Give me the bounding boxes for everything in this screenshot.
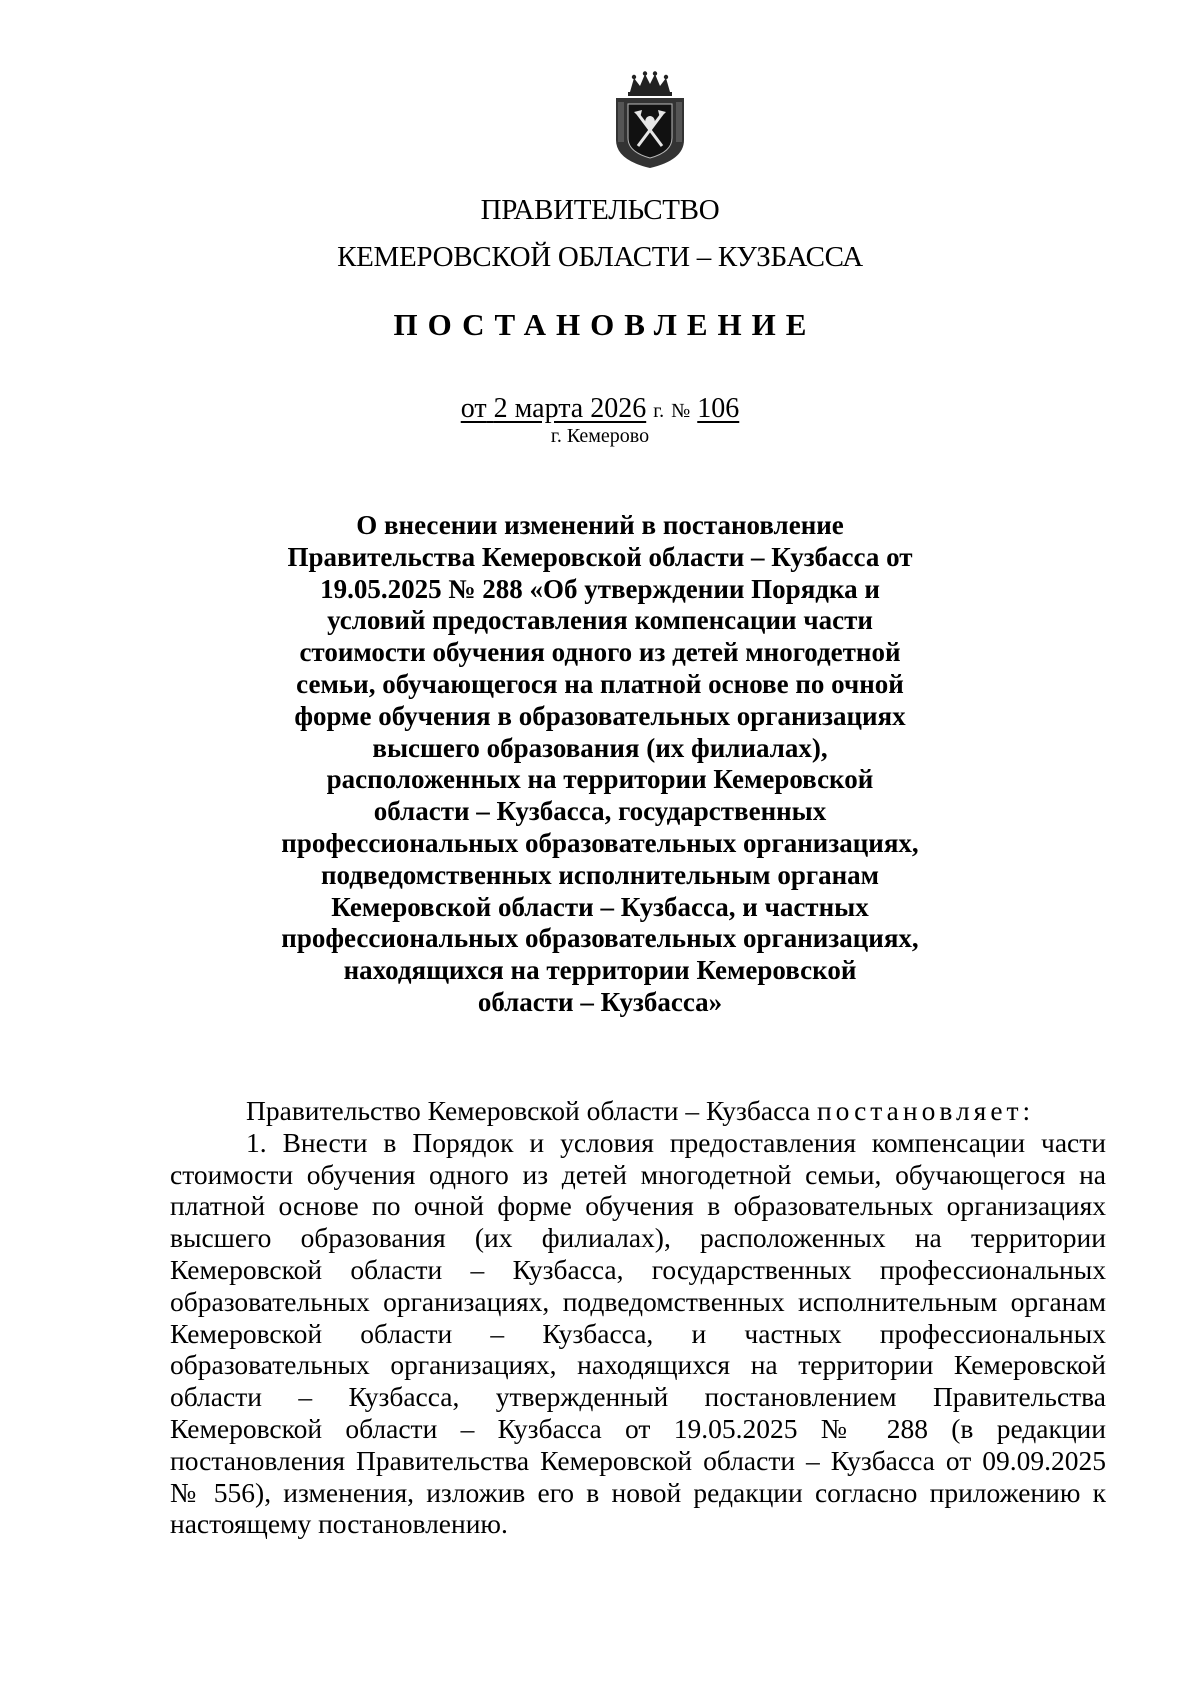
title-line: условий предоставления компенсации части: [327, 605, 873, 636]
document-number: 106: [697, 393, 740, 424]
document-date: 2 марта 2026: [493, 393, 647, 424]
title-line: стоимости обучения одного из детей многодетной: [299, 637, 901, 668]
title-line: О внесении изменений в постановление: [356, 510, 844, 540]
organization-name-line-1: ПРАВИТЕЛЬСТВО: [480, 194, 720, 226]
title-line: форме обучения в образовательных организациях: [294, 700, 906, 731]
title-line: области – Кузбасса, государственных: [373, 796, 827, 827]
title-line: подведомственных исполнительным органам: [320, 859, 880, 890]
paragraph-1: 1. Внести в Порядок и условия предоставления компенсации части стоимости обучения одного из детей многодетной семьи, обучающегося на платной основе по очной форме обучения в образовательных организациях высшего образования (их филиалах), расположенных на территории Кемеровской области – Кузбасса, государственных профессиональных образовательных организациях, подведомственных исполнительным органам Кемеровской области – Кузбасса, и частных профессиональных образовательных организациях, находящихся на территории Кемеровской области – Кузбасса, утвержденный постановлением Правительства Кемеровской области – Кузбасса от 19.05.2025 № 288 (в редакции постановления Правительства Кемеровской области – Кузбасса от 09.09.2025 № 556), изменения, изложив его в новой редакции согласно приложению к настоящему постановлению.: [170, 1126, 1106, 1540]
title-line: семьи, обучающегося на платной основе по очной: [296, 668, 904, 699]
title-line: Правительства Кемеровской области – Кузбасса от: [287, 541, 913, 572]
enacting-clause: [170, 1095, 1106, 1127]
title-line: области – Кузбасса»: [477, 986, 723, 1017]
title-line: профессиональных образовательных организациях,: [281, 923, 919, 954]
title-line: профессиональных образовательных организациях,: [281, 827, 919, 858]
document-type-heading: ПОСТАНОВЛЕНИЕ: [393, 307, 817, 342]
enacting-clause-keyword: постановляет:: [816, 1095, 1035, 1126]
date-prefix: от: [460, 393, 487, 424]
coat-of-arms-icon: [612, 70, 688, 170]
number-label: №: [671, 400, 691, 422]
enacting-clause-text: Правительство Кемеровской области – Кузбасса: [246, 1095, 811, 1126]
document-city: г. Кемерово: [550, 425, 650, 447]
title-line: Кемеровской области – Кузбасса, и частных: [331, 891, 869, 922]
year-suffix: г.: [653, 400, 665, 422]
document-body: [170, 1095, 1106, 1540]
organization-name-line-2: КЕМЕРОВСКОЙ ОБЛАСТИ – КУЗБАССА: [337, 241, 863, 273]
title-line: находящихся на территории Кемеровской: [343, 955, 857, 986]
title-line: 19.05.2025 № 288 «Об утверждении Порядка и: [320, 573, 880, 604]
document-title: [0, 510, 1200, 1019]
title-line: высшего образования (их филиалах),: [372, 732, 828, 763]
title-line: расположенных на территории Кемеровской: [326, 764, 874, 795]
